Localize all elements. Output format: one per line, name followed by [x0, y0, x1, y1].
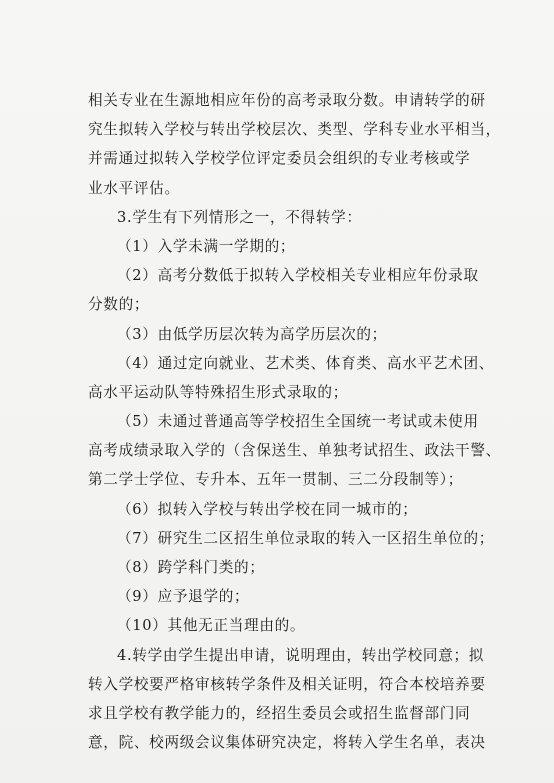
text-line: （3）由低学历层次转为高学历层次的； [117, 325, 387, 343]
text-line: 究生拟转入学校与转出学校层次、类型、学科专业水平相当， [88, 121, 501, 139]
text-line: （4）通过定向就业、艺术类、体育类、高水平艺术团、 [117, 354, 495, 372]
text-line: 3.学生有下列情形之一，不得转学： [117, 208, 362, 226]
document-body [88, 86, 501, 757]
text-line: （10）其他无正当理由的。 [117, 617, 306, 635]
text-line: 4.转学由学生提出申请，说明理由，转出学校同意；拟 [117, 646, 485, 664]
text-line: （1）入学未满一学期的； [117, 237, 296, 255]
text-line: （8）跨学科门类的； [117, 559, 265, 576]
text-line: 高水平运动队等特殊招生形式录取的； [88, 383, 348, 401]
text-line: （7）研究生二区招生单位录取的转入一区招生单位的； [117, 529, 495, 547]
text-line: 相关专业在生源地相应年份的高考录取分数。申请转学的研 [88, 92, 486, 109]
text-line: 第二学士学位、专升本、五年一贯制、三二分段制等）； [88, 471, 464, 489]
text-line: 业水平评估。 [88, 179, 180, 197]
text-line: 转入学校要严格审核转学条件及相关证明，符合本校培养要 [88, 675, 486, 693]
text-line: （2）高考分数低于拟转入学校相关专业相应年份录取 [117, 267, 479, 285]
text-line: （5）未通过普通高等学校招生全国统一考试或未使用 [117, 413, 479, 431]
text-line: （6）拟转入学校与转出学校在同一城市的； [117, 500, 418, 518]
text-line: 求且学校有教学能力的，经招生委员会或招生监督部门同 [88, 704, 471, 722]
text-line: 并需通过拟转入学校学位评定委员会组织的专业考核或学 [88, 150, 471, 168]
text-line: 意，院、校两级会议集体研究决定，将转入学生名单，表决 [88, 734, 486, 752]
text-line: 分数的； [88, 296, 150, 314]
text-line: 高考成绩录取入学的（含保送生、单独考试招生、政法干警、 [88, 442, 501, 460]
text-line: （9）应予退学的； [117, 588, 250, 606]
